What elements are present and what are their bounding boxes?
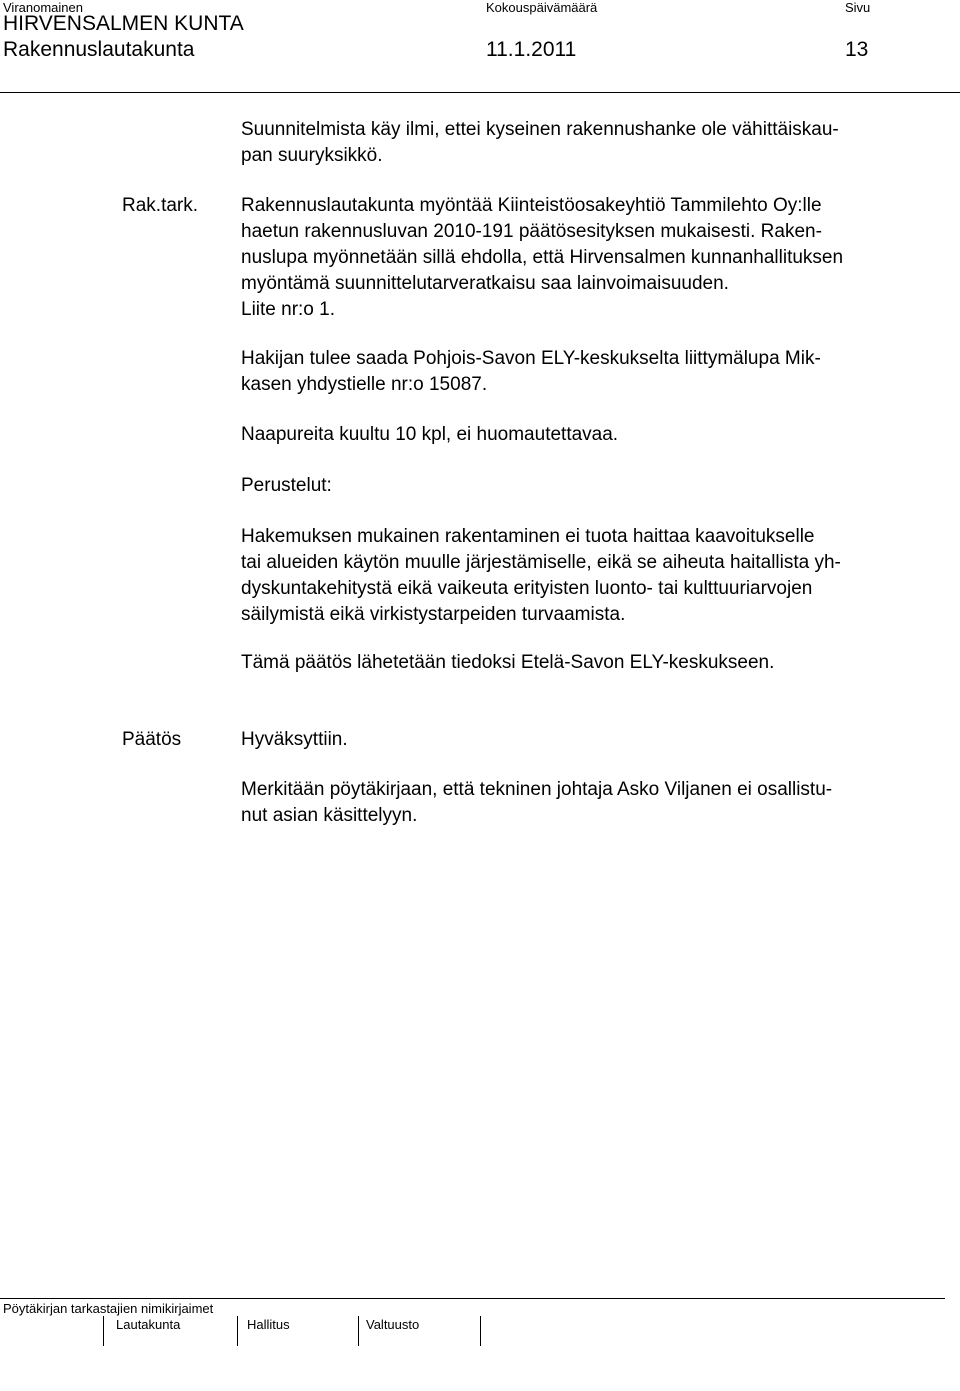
rak-tark-label: Rak.tark. — [122, 195, 199, 216]
text-line: Perustelut: — [241, 475, 332, 496]
grounds-heading — [241, 473, 941, 499]
meeting-date: 11.1.2011 — [486, 38, 577, 61]
text-line: tai alueiden käytön muulle järjestämiselle, eikä se aiheuta haitallista yh- — [241, 552, 841, 573]
box-divider — [480, 1316, 481, 1346]
paragraph-access-permit — [241, 346, 941, 398]
text-line: Rakennuslautakunta myöntää Kiinteistöosakeyhtiö Tammilehto Oy:lle — [241, 195, 822, 216]
text-line: pan suuryksikkö. — [241, 145, 383, 166]
text-line: kasen yhdystielle nr:o 15087. — [241, 374, 488, 395]
signatures-label: Pöytäkirjan tarkastajien nimikirjaimet — [3, 1301, 214, 1316]
text-line: Suunnitelmista käy ilmi, ettei kyseinen rakennushanke ole vähittäiskau- — [241, 119, 839, 140]
text-line: Hakemuksen mukainen rakentaminen ei tuota haittaa kaavoitukselle — [241, 526, 815, 547]
text-line: Tämä päätös lähetetään tiedoksi Etelä-Savon ELY-keskukseen. — [241, 652, 775, 673]
text-line: dyskuntakehitystä eikä vaikeuta erityisten luonto- tai kulttuuriarvojen — [241, 578, 813, 599]
text-line: nut asian käsittelyyn. — [241, 805, 418, 826]
page-number: 13 — [845, 38, 869, 61]
paragraph-recusal — [241, 777, 941, 829]
text-line: Liite nr:o 1. — [241, 299, 335, 320]
meeting-date-label: Kokouspäivämäärä — [486, 0, 598, 15]
decision-text — [241, 727, 941, 753]
box-label-valtuusto: Valtuusto — [366, 1317, 420, 1332]
paragraph-proposal — [241, 193, 941, 323]
box-label-hallitus: Hallitus — [247, 1317, 290, 1332]
authority-label: Viranomainen — [3, 0, 83, 15]
text-line: Hyväksyttiin. — [241, 729, 348, 750]
paragraph-notification — [241, 650, 941, 676]
paragraph-plan-note — [241, 117, 941, 169]
paragraph-grounds — [241, 524, 941, 628]
text-line: Merkitään pöytäkirjaan, että tekninen johtaja Asko Viljanen ei osallistu- — [241, 779, 833, 800]
text-line: säilymistä eikä virkistystarpeiden turvaamista. — [241, 604, 626, 625]
text-line: Naapureita kuultu 10 kpl, ei huomautettavaa. — [241, 424, 619, 445]
box-divider — [103, 1316, 104, 1346]
box-divider — [358, 1316, 359, 1346]
footer-rule — [0, 1298, 945, 1299]
text-line: myöntämä suunnittelutarveratkaisu saa lainvoimaisuuden. — [241, 273, 729, 294]
box-label-lautakunta: Lautakunta — [116, 1317, 181, 1332]
board-name: Rakennuslautakunta — [3, 38, 195, 61]
text-line: Hakijan tulee saada Pohjois-Savon ELY-keskukselta liittymälupa Mik- — [241, 348, 821, 369]
page-label: Sivu — [845, 0, 871, 15]
box-divider — [237, 1316, 238, 1346]
paragraph-neighbours — [241, 422, 941, 448]
municipality-name: HIRVENSALMEN KUNTA — [3, 12, 244, 35]
text-line: nuslupa myönnetään sillä ehdolla, että Hirvensalmen kunnanhallituksen — [241, 247, 844, 268]
decision-label: Päätös — [122, 729, 182, 750]
text-line: haetun rakennusluvan 2010-191 päätösesityksen mukaisesti. Raken- — [241, 221, 822, 242]
header-rule — [0, 92, 960, 93]
